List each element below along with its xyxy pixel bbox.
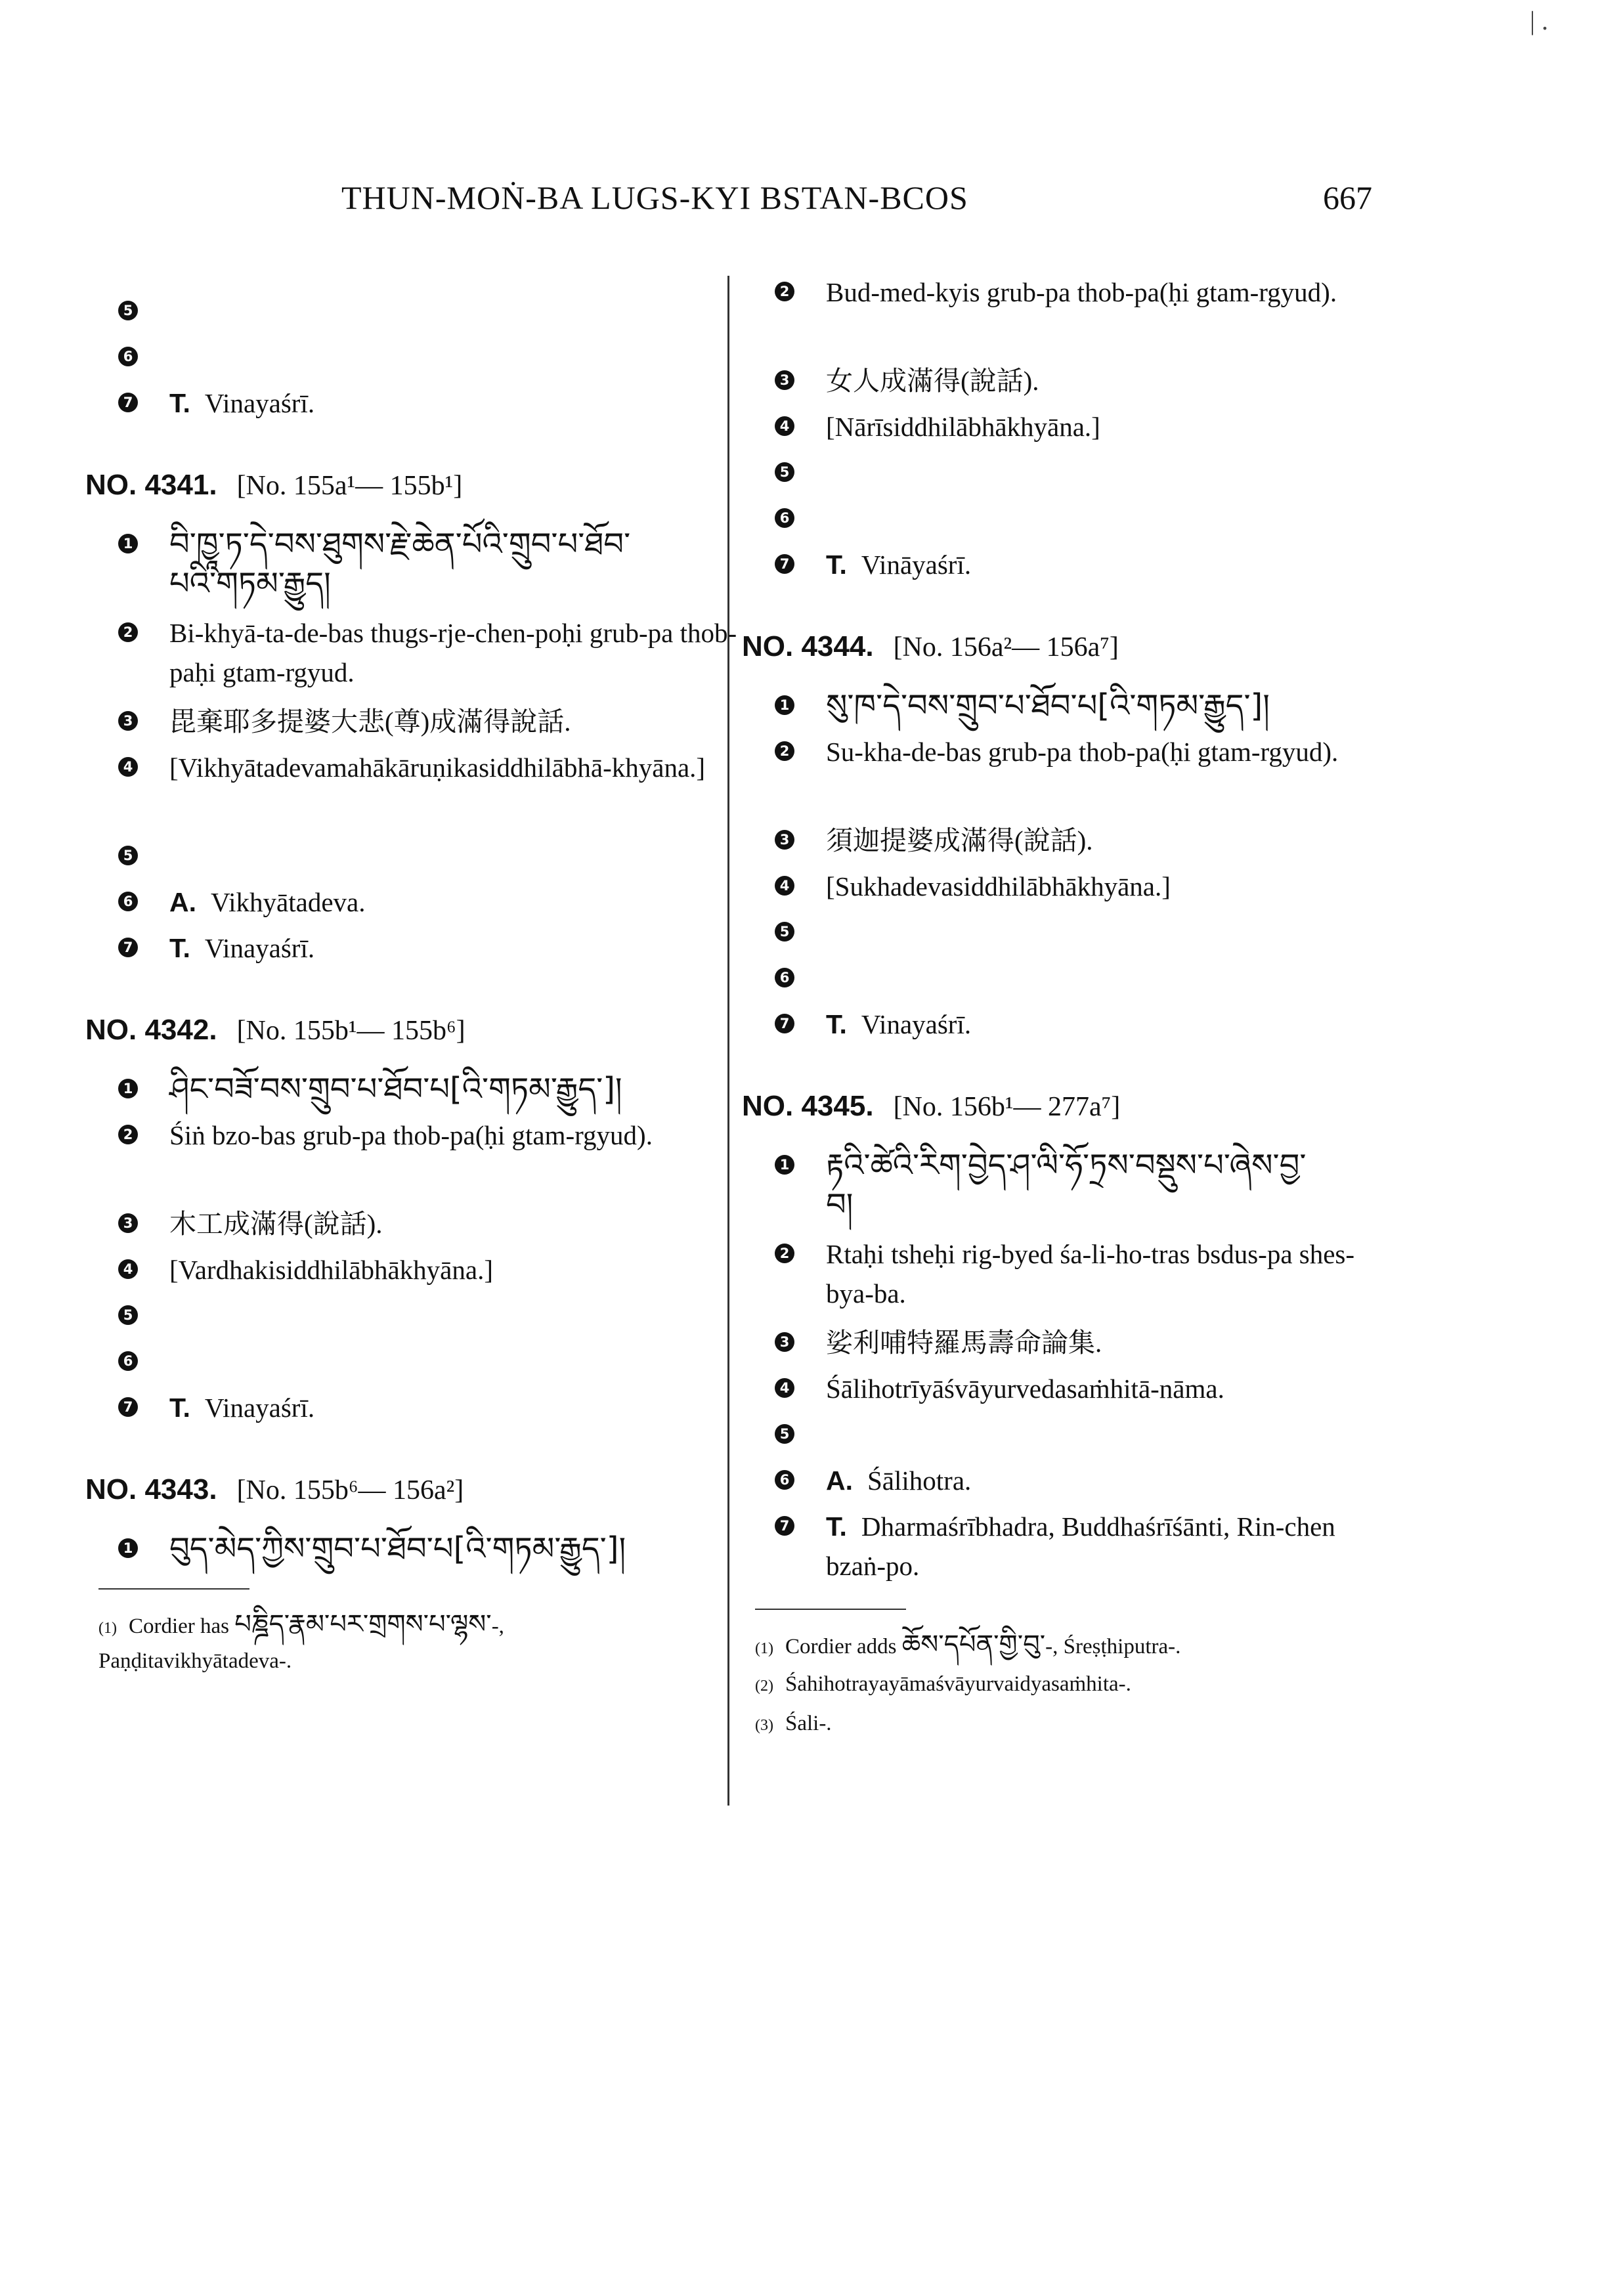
role-label: A. (169, 887, 196, 917)
entry-range: [No. 155a¹— 155b¹] (236, 471, 463, 501)
item-value: Vinayaśrī. (861, 1009, 972, 1039)
item-text (826, 1369, 1224, 1408)
item-text (826, 1323, 1102, 1362)
item-text (826, 361, 1039, 401)
role-label: T. (826, 1009, 847, 1039)
item-value-continued: བ། (826, 1186, 854, 1223)
role-label: T. (169, 933, 190, 963)
item-text (826, 545, 971, 584)
item-value: བུད་མེད་ཀྱིས་གྲུབ་པ་ཐོབ་པ[འི་གཏམ་རྒྱུད་]། (169, 1530, 626, 1567)
item-value: ཤིང་བཟོ་བས་གྲུབ་པ་ཐོབ་པ[འི་གཏམ་རྒྱུད་]། (169, 1071, 622, 1108)
item-text (169, 1529, 626, 1569)
item-text (826, 821, 1093, 860)
item-value: Śālihotra. (867, 1465, 972, 1496)
item-text (169, 613, 741, 692)
entry-range: [No. 155b⁶— 156a²] (236, 1475, 464, 1505)
field-number-icon: 5 (775, 462, 794, 482)
role-label: T. (169, 388, 190, 418)
field-number-icon: 2 (775, 282, 794, 301)
field-number-icon: 4 (775, 876, 794, 896)
item-text (169, 1250, 493, 1289)
item-text (826, 1146, 1306, 1224)
field-number-icon: 1 (118, 534, 138, 553)
entry-number: NO. 4344. (742, 630, 874, 662)
item-value: 毘棄耶多提婆大悲(尊)成滿得說話. (169, 706, 571, 737)
page-header (341, 179, 1372, 225)
field-number-icon: 6 (775, 508, 794, 528)
item-text (826, 686, 1270, 726)
entry-number: NO. 4345. (742, 1090, 874, 1122)
entry-number: NO. 4342. (85, 1014, 217, 1046)
item-value: Bud-med-kyis grub-pa thob-pa(ḥi gtam-rgyud). (826, 277, 1337, 307)
footnote-tail: -, Śreṣṭhiputra-. (1045, 1635, 1181, 1658)
item-text (169, 525, 630, 603)
footnote-rule (98, 1588, 249, 1590)
item-value: 女人成滿得(說話). (826, 366, 1039, 396)
item-text (826, 1461, 971, 1500)
field-number-icon: 5 (118, 1305, 138, 1325)
item-text (169, 928, 314, 968)
item-value: 須迦提婆成滿得(說話). (826, 825, 1093, 856)
item-text (826, 407, 1100, 446)
item-value: 木工成滿得(說話). (169, 1209, 383, 1239)
item-value: Rtaḥi tsheḥi rig-byed śa-li-ho-tras bsdus-pa shes-bya-ba. (826, 1239, 1355, 1309)
footnote-lead: Cordier has (128, 1614, 230, 1638)
entry-range: [No. 155b¹— 155b⁶] (236, 1016, 465, 1046)
footnote-tibetan: ཆོས་དཔོན་གྱི་བུ་ (901, 1630, 1046, 1660)
footnote-lead: Śali-. (785, 1712, 832, 1735)
field-number-icon: 7 (775, 1516, 794, 1536)
item-text (826, 732, 1397, 771)
field-number-icon: 7 (775, 1014, 794, 1033)
entry-heading (85, 1473, 464, 1506)
footnote-number: (3) (755, 1717, 773, 1734)
entry-heading (742, 1090, 1120, 1123)
field-number-icon: 5 (118, 846, 138, 865)
footnote (755, 1628, 1180, 1665)
role-label: A. (826, 1465, 853, 1496)
item-value: Vikhyātadeva. (211, 887, 366, 917)
field-number-icon: 1 (775, 1155, 794, 1175)
field-number-icon: 7 (118, 393, 138, 412)
field-number-icon: 1 (775, 695, 794, 715)
item-value: Vināyaśrī. (861, 550, 972, 580)
page-number: 667 (1323, 179, 1372, 216)
item-value: [Sukhadevasiddhilābhākhyāna.] (826, 871, 1171, 901)
item-value-continued: པའི་གཏམ་རྒྱུད། (169, 565, 331, 602)
field-number-icon: 3 (775, 830, 794, 850)
footnote-number: (2) (755, 1678, 773, 1695)
footnote-tibetan: པཎྜིད་རྣམ་པར་གྲགས་པ་ལྷས་ (234, 1609, 492, 1639)
item-text (826, 867, 1171, 906)
item-value: Vinayaśrī. (204, 388, 315, 418)
field-number-icon: 1 (118, 1538, 138, 1558)
entry-range: [No. 156a²— 156a⁷] (893, 632, 1119, 662)
field-number-icon: 2 (118, 1125, 138, 1144)
field-number-icon: 1 (118, 1079, 138, 1098)
footnote-lead: Śahihotrayayāmaśvāyurvaidyasaṁhita-. (785, 1672, 1131, 1696)
field-number-icon: 6 (118, 347, 138, 366)
field-number-icon: 6 (118, 892, 138, 911)
footnote-tail: -, (491, 1614, 504, 1638)
item-text (826, 1005, 971, 1044)
footnote (755, 1707, 832, 1742)
item-value: Bi-khyā-ta-de-bas thugs-rje-chen-poḥi grub-pa thob-paḥi gtam-rgyud. (169, 618, 737, 687)
footnote-line2: Paṇḍitavikhyātadeva-. (98, 1649, 292, 1673)
field-number-icon: 5 (775, 1424, 794, 1444)
item-value: Vinayaśrī. (204, 933, 315, 963)
item-value: [Vikhyātadevamahākāruṇikasiddhilābhā-khyāna.] (169, 752, 706, 783)
entry-number: NO. 4343. (85, 1473, 217, 1505)
footnote-rule (755, 1609, 906, 1610)
field-number-icon: 2 (775, 1244, 794, 1263)
footnote (755, 1668, 1131, 1702)
entry-heading (85, 1014, 465, 1047)
item-value: 娑利哺特羅馬壽命論集. (826, 1328, 1102, 1358)
field-number-icon: 2 (775, 741, 794, 761)
item-text (169, 1204, 383, 1244)
item-text (169, 882, 365, 922)
item-value: རྟའི་ཚེའི་རིག་བྱེད་ཤ་ལི་ཧོ་ཏྲས་བསྡུས་པ་ཞེས་བྱ་ (826, 1147, 1307, 1184)
footnote-lead: Cordier adds (785, 1635, 897, 1658)
item-text (169, 1116, 741, 1155)
entry-heading (742, 630, 1119, 663)
entry-heading (85, 469, 462, 502)
field-number-icon: 6 (118, 1351, 138, 1371)
footnote (98, 1608, 504, 1678)
footnote-number: (1) (755, 1640, 773, 1657)
field-number-icon: 2 (118, 622, 138, 642)
role-label: T. (826, 1511, 847, 1542)
item-text (169, 383, 314, 423)
item-value: བི་ཁྱཱ་ཏ་དེ་བས་ཐུགས་རྗེ་ཆེན་པོའི་གྲུབ་པ་ཐོབ་ (169, 526, 631, 563)
role-label: T. (169, 1393, 190, 1423)
item-text (169, 748, 741, 787)
item-value: Śālihotrīyāśvāyurvedasaṁhitā-nāma. (826, 1374, 1224, 1404)
field-number-icon: 3 (118, 1213, 138, 1233)
field-number-icon: 4 (118, 1259, 138, 1279)
entry-number: NO. 4341. (85, 469, 217, 501)
field-number-icon: 4 (775, 1378, 794, 1398)
item-value: Dharmaśrībhadra, Buddhaśrīśānti, Rin-chen bzaṅ-po. (826, 1511, 1335, 1581)
item-value: སུ་ཁ་དེ་བས་གྲུབ་པ་ཐོབ་པ[འི་གཏམ་རྒྱུད་]། (826, 687, 1270, 724)
item-text (169, 1388, 314, 1427)
item-text (826, 1507, 1397, 1586)
item-text (169, 702, 571, 741)
footnote-number: (1) (98, 1620, 117, 1637)
role-label: T. (826, 550, 847, 580)
item-value: Śiṅ bzo-bas grub-pa thob-pa(ḥi gtam-rgyud). (169, 1120, 653, 1150)
item-value: Su-kha-de-bas grub-pa thob-pa(ḥi gtam-rgyud). (826, 737, 1339, 767)
field-number-icon: 3 (775, 1332, 794, 1352)
field-number-icon: 7 (775, 554, 794, 574)
field-number-icon: 3 (118, 711, 138, 731)
item-text (826, 272, 1397, 312)
item-value: [Vardhakisiddhilābhākhyāna.] (169, 1255, 493, 1285)
entry-range: [No. 156b¹— 277a⁷] (893, 1092, 1121, 1122)
field-number-icon: 6 (775, 968, 794, 987)
field-number-icon: 6 (775, 1470, 794, 1490)
field-number-icon: 4 (118, 757, 138, 777)
field-number-icon: 5 (775, 922, 794, 942)
field-number-icon: 4 (775, 416, 794, 436)
item-value: [Nārīsiddhilābhākhyāna.] (826, 412, 1100, 442)
column-divider (727, 276, 729, 1806)
item-text (826, 1234, 1397, 1313)
item-text (169, 1070, 622, 1109)
item-value: Vinayaśrī. (204, 1393, 315, 1423)
field-number-icon: 7 (118, 938, 138, 957)
corner-mark: | . (1530, 6, 1549, 35)
field-number-icon: 3 (775, 370, 794, 390)
field-number-icon: 5 (118, 301, 138, 320)
running-title: THUN-MOṄ-BA LUGS-KYI BSTAN-BCOS (341, 179, 968, 216)
field-number-icon: 7 (118, 1397, 138, 1417)
